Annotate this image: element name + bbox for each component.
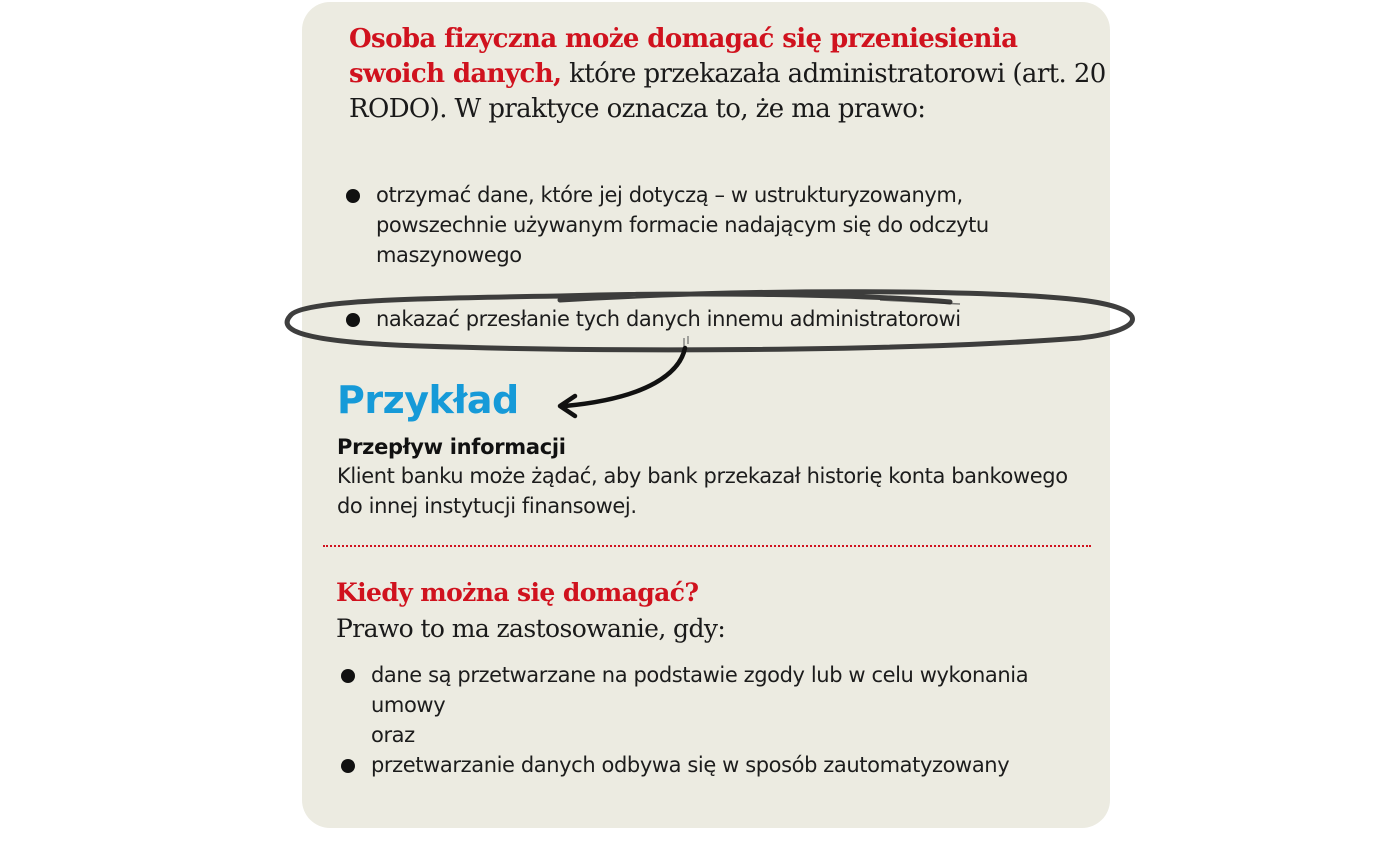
intro-rest: które przekazała administratorowi (art. 20 RODO). W praktyce oznacza to, że ma prawo:: [349, 59, 1106, 124]
bullet-icon: [341, 759, 355, 773]
when-title: Kiedy można się domagać?: [336, 578, 699, 607]
dotted-separator: [323, 545, 1091, 547]
condition-item-consent: [341, 660, 1081, 750]
conditions-list: [341, 660, 1081, 780]
bullet-icon: [346, 313, 360, 327]
when-intro: Prawo to ma zastosowanie, gdy:: [336, 614, 726, 643]
right-item-text: nakazać przesłanie tych danych innemu administratorowi: [376, 307, 961, 331]
example-body: Klient banku może żądać, aby bank przekazał historię konta bankowego do innej instytucji finansowej.: [337, 464, 1068, 518]
right-item-transfer: [346, 304, 1096, 334]
condition-conjunction: oraz: [371, 723, 415, 747]
right-item-text: otrzymać dane, które jej dotyczą – w ustrukturyzowanym, powszechnie używanym formacie nadającym się do odczytu maszynowego: [376, 183, 989, 267]
bullet-icon: [346, 189, 360, 203]
rights-list: [346, 180, 1096, 334]
condition-item-text: dane są przetwarzane na podstawie zgody lub w celu wykonania umowy: [371, 663, 1029, 717]
example-subtitle: Przepływ informacji: [337, 435, 566, 459]
condition-item-automated: [341, 750, 1081, 780]
intro-paragraph: [349, 22, 1109, 127]
condition-item-text: przetwarzanie danych odbywa się w sposób zautomatyzowany: [371, 753, 1010, 777]
intro-lead: Osoba fizyczna może domagać się przeniesienia swoich danych,: [349, 24, 1018, 89]
bullet-icon: [341, 669, 355, 683]
example-title: Przykład: [337, 378, 519, 422]
right-item-receive: [346, 180, 1096, 270]
